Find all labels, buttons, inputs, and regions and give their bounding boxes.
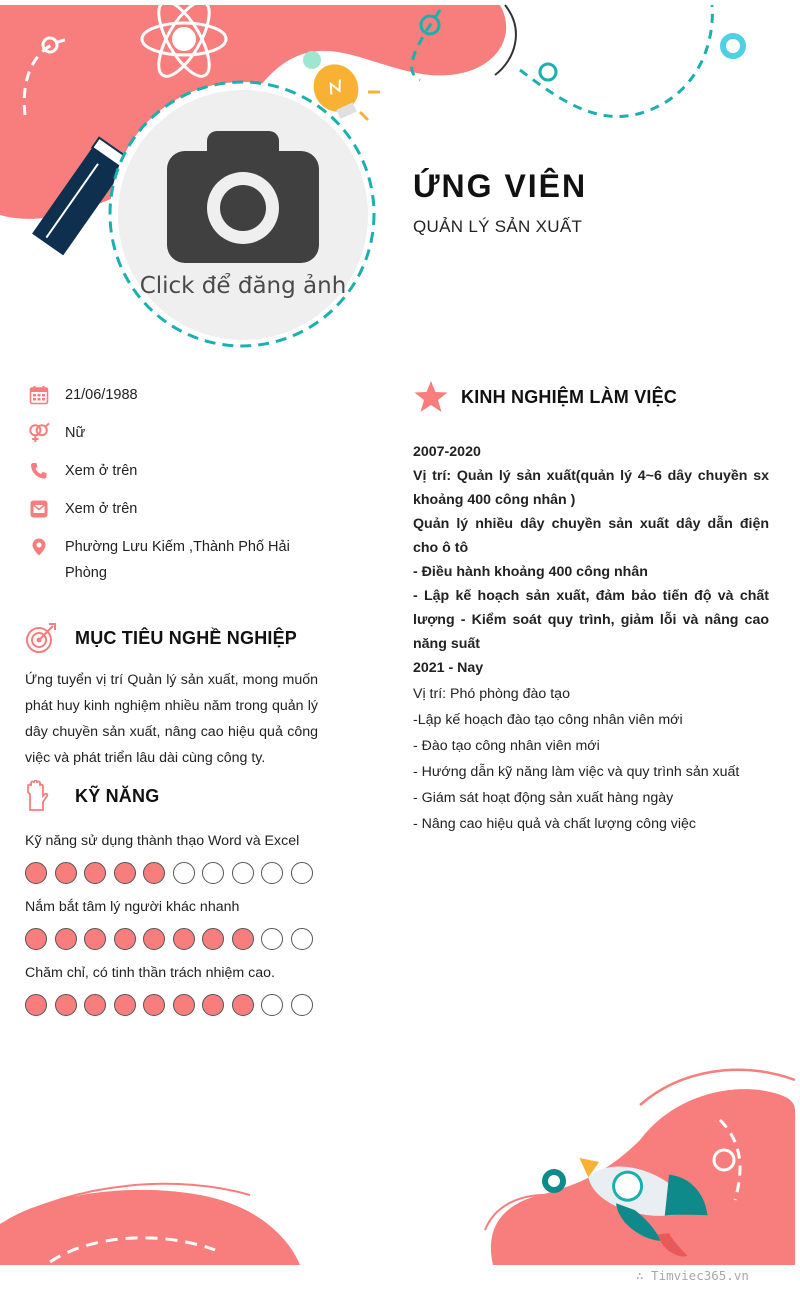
experience-content[interactable]	[413, 440, 769, 836]
rating-dot-filled[interactable]	[143, 928, 165, 950]
rating-dot-filled[interactable]	[173, 994, 195, 1016]
skill-item	[25, 894, 325, 950]
contact-phone	[28, 460, 318, 484]
rating-dot-filled[interactable]	[25, 862, 47, 884]
experience-header	[413, 380, 677, 414]
watermark: ∴ Timviec365.vn	[636, 1268, 749, 1283]
rating-dot-filled[interactable]	[84, 862, 106, 884]
contact-list	[28, 384, 318, 600]
rating-dot-filled[interactable]	[55, 862, 77, 884]
rating-dot-filled[interactable]	[84, 994, 106, 1016]
contact-address	[28, 536, 318, 586]
experience-line: - Nâng cao hiệu quả và chất lượng công việc	[413, 816, 697, 832]
experience-line: - Giám sát hoạt động sản xuất hàng ngày	[413, 790, 674, 806]
experience-line: Vị trí: Phó phòng đào tạo	[413, 686, 570, 702]
contact-gender	[28, 422, 318, 446]
gender-text[interactable]: Nữ	[65, 425, 86, 441]
phone-text[interactable]: Xem ở trên	[65, 463, 138, 479]
rating-dot-filled[interactable]	[232, 994, 254, 1016]
experience-line: 2007-2020	[413, 444, 481, 460]
rating-dot-filled[interactable]	[143, 862, 165, 884]
objective-title: MỤC TIÊU NGHỀ NGHIỆP	[75, 627, 298, 648]
experience-line: - Điều hành khoảng 400 công nhân	[413, 564, 648, 580]
contact-birthday	[28, 384, 318, 408]
skill-rating[interactable]	[25, 994, 325, 1016]
candidate-position[interactable]: QUẢN LÝ SẢN XUẤT	[413, 217, 583, 236]
rating-dot-empty[interactable]	[291, 862, 313, 884]
rating-dot-filled[interactable]	[114, 994, 136, 1016]
experience-line: Vị trí: Quản lý sản xuất(quản lý 4~6 dây chuyền sx khoảng 400 công nhân )	[413, 468, 769, 508]
experience-line: Quản lý nhiều dây chuyền sản xuất dây dẫn điện cho ô tô	[413, 516, 769, 556]
rating-dot-filled[interactable]	[114, 862, 136, 884]
rating-dot-filled[interactable]	[55, 994, 77, 1016]
rating-dot-empty[interactable]	[202, 862, 224, 884]
experience-line: - Hướng dẫn kỹ năng làm việc và quy trình sản xuất	[413, 764, 740, 780]
rating-dot-empty[interactable]	[291, 994, 313, 1016]
rating-dot-empty[interactable]	[291, 928, 313, 950]
rating-dot-empty[interactable]	[261, 928, 283, 950]
phone-icon	[28, 460, 50, 482]
rating-dot-empty[interactable]	[232, 862, 254, 884]
objective-header	[25, 622, 297, 654]
experience-line: - Đào tạo công nhân viên mới	[413, 738, 600, 754]
candidate-name[interactable]: ỨNG VIÊN	[413, 168, 588, 204]
location-pin-icon	[28, 536, 50, 558]
skill-item	[25, 960, 325, 1016]
target-icon	[25, 622, 57, 654]
camera-icon	[167, 131, 319, 263]
rating-dot-filled[interactable]	[202, 994, 224, 1016]
hand-icon	[25, 780, 49, 812]
rating-dot-filled[interactable]	[202, 928, 224, 950]
contact-email	[28, 498, 318, 522]
skill-name[interactable]: Nắm bắt tâm lý người khác nhanh	[25, 899, 240, 915]
address-text[interactable]: Phường Lưu Kiếm ,Thành Phố Hải Phòng	[65, 539, 290, 581]
skill-rating[interactable]	[25, 928, 325, 950]
skills-title: KỸ NĂNG	[75, 785, 160, 806]
skills-header	[25, 780, 159, 812]
skill-name[interactable]: Kỹ năng sử dụng thành thạo Word và Excel	[25, 833, 300, 849]
email-text[interactable]: Xem ở trên	[65, 501, 138, 517]
photo-label: Click để đăng ảnh	[139, 273, 347, 299]
calendar-icon	[28, 384, 50, 406]
email-icon	[28, 498, 50, 520]
objective-text[interactable]: Ứng tuyển vị trí Quản lý sản xuất, mong muốn phát huy kinh nghiệm nhiều năm trong quản lý dây chuyền sản xuất, nâng cao hiệu quả công việc và phát triển lâu dài cùng công ty.	[25, 672, 318, 766]
rating-dot-empty[interactable]	[261, 994, 283, 1016]
rating-dot-filled[interactable]	[143, 994, 165, 1016]
rating-dot-filled[interactable]	[84, 928, 106, 950]
experience-title: KINH NGHIỆM LÀM VIỆC	[461, 386, 678, 407]
rating-dot-filled[interactable]	[114, 928, 136, 950]
gender-icon	[28, 422, 50, 444]
rating-dot-filled[interactable]	[25, 928, 47, 950]
rating-dot-filled[interactable]	[55, 928, 77, 950]
experience-line: - Lập kế hoạch sản xuất, đảm bảo tiến độ và chất lượng - Kiểm soát quy trình, giảm lỗi và nâng cao năng suất	[413, 588, 769, 652]
rating-dot-filled[interactable]	[173, 928, 195, 950]
experience-line: 2021 - Nay	[413, 660, 484, 676]
rating-dot-empty[interactable]	[261, 862, 283, 884]
rating-dot-filled[interactable]	[232, 928, 254, 950]
birthday-text[interactable]: 21/06/1988	[65, 387, 138, 403]
star-icon	[413, 380, 449, 414]
rating-dot-filled[interactable]	[25, 994, 47, 1016]
teal-ring	[723, 36, 743, 56]
skills-list	[25, 828, 325, 1026]
experience-line: -Lập kế hoạch đào tạo công nhân viên mới	[413, 712, 683, 728]
skill-rating[interactable]	[25, 862, 325, 884]
upload-photo-button[interactable]	[118, 90, 368, 340]
skill-name[interactable]: Chăm chỉ, có tinh thần trách nhiệm cao.	[25, 965, 275, 981]
rating-dot-empty[interactable]	[173, 862, 195, 884]
skill-item	[25, 828, 325, 884]
